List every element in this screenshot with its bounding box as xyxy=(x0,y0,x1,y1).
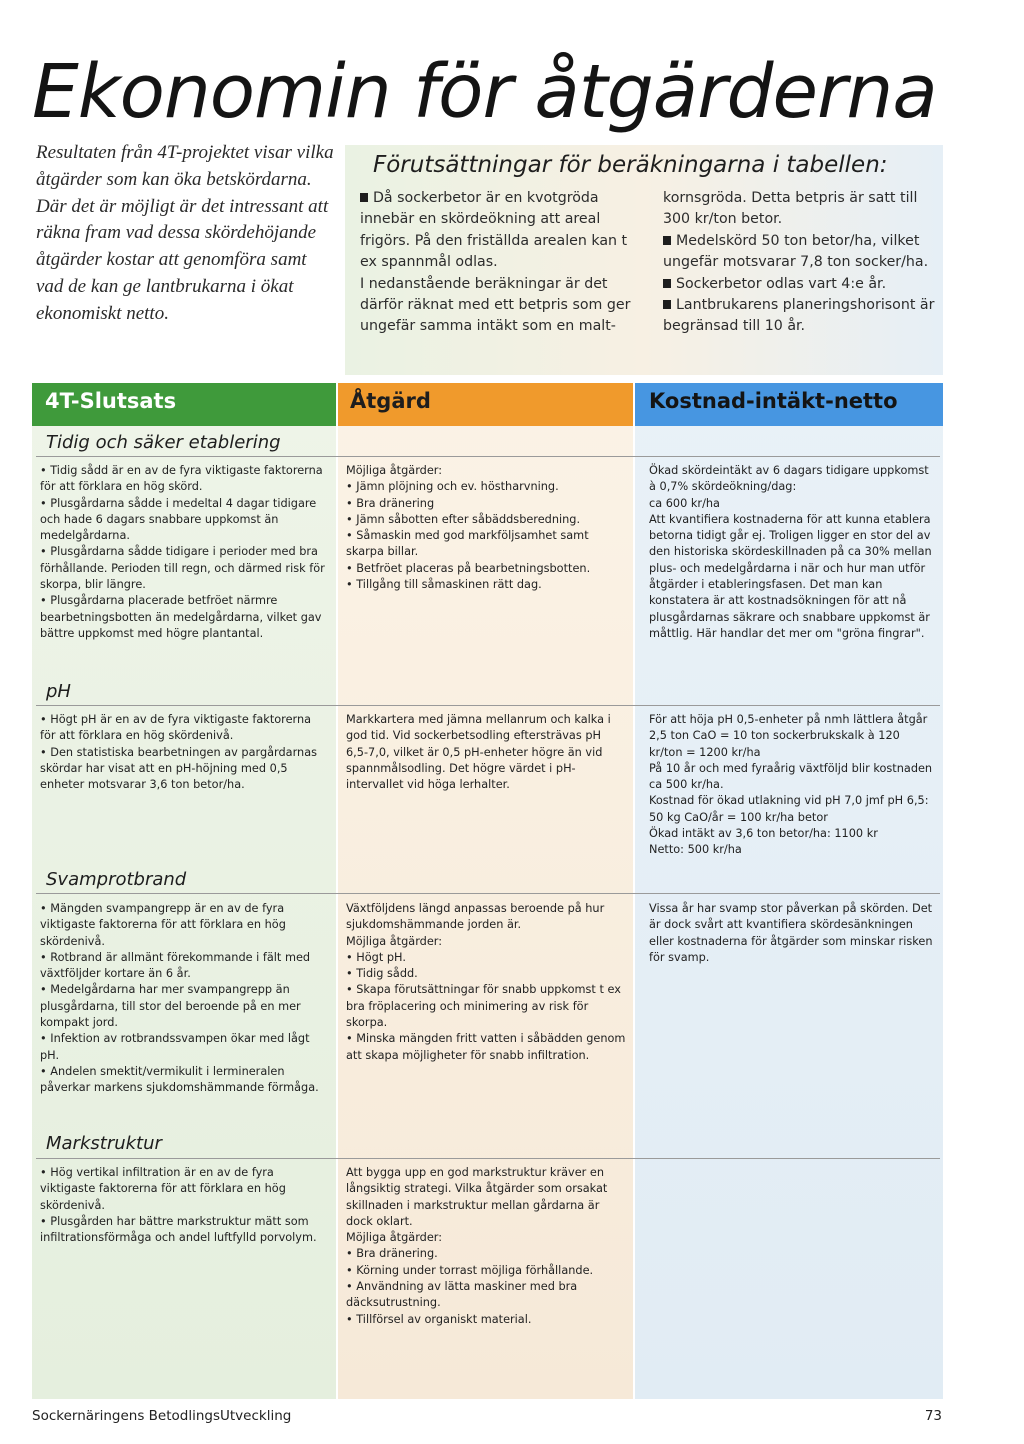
section-divider xyxy=(36,1158,940,1159)
action-item: • Tillförsel av organiskt material. xyxy=(346,1312,532,1326)
footer-publication: Sockernäringens BetodlingsUtveckling xyxy=(32,1408,292,1424)
section-title: Markstruktur xyxy=(46,1133,162,1154)
action-item: • Bra dränering xyxy=(346,496,435,510)
prerequisite-item xyxy=(663,231,935,274)
prerequisites-right-column xyxy=(663,188,935,338)
action-item: • Jämn plöjning och ev. höstharvning. xyxy=(346,480,559,494)
prerequisite-text: Lantbrukarens planeringshorisont är begränsad till 10 år. xyxy=(663,297,935,335)
economics-item: Ökad intäkt av 3,6 ton betor/ha: 1100 kr xyxy=(649,827,878,841)
conclusion-item: • Plusgårdarna placerade betfröet närmre bearbetningsbotten än medelgårdarna, vilket gav bättre uppkomst med högre plantantal. xyxy=(40,594,322,640)
prerequisite-text: I nedanstående beräkningar är det därför räknat med ett betpris som ger ungefär samma intäkt som en malt- xyxy=(360,275,631,335)
action-item: • Bra dränering. xyxy=(346,1247,438,1261)
economics-item: På 10 år och med fyraårig växtföljd blir kostnaden ca 500 kr/ha. xyxy=(649,761,933,792)
intro-text: Resultaten från 4T-projektet visar vilka åtgärder som kan öka betskördarna. Där det är möjligt är det intressant att räkna fram vad dessa skördehöjande åtgärder kostar att genomföra samt vad de kan ge lantbrukarna i ökat ekonomiskt netto. xyxy=(36,142,334,324)
conclusion-cell xyxy=(40,712,325,793)
square-bullet-icon xyxy=(663,300,671,309)
section-title: Svamprotbrand xyxy=(46,869,187,890)
prerequisites-title: Förutsättningar för beräkningarna i tabellen: xyxy=(373,152,888,178)
economics-item: För att höja pH 0,5-enheter på nmh lättlera åtgår 2,5 ton CaO = 10 ton sockerbrukskalk à 120 kr/ton = 1200 kr/ha xyxy=(649,713,928,759)
economics-item: Netto: 500 kr/ha xyxy=(649,843,742,857)
section-divider xyxy=(36,893,940,894)
action-item: Möjliga åtgärder: xyxy=(346,1231,443,1245)
column-header-economics: Kostnad-intäkt-netto xyxy=(635,383,943,426)
action-cell xyxy=(346,463,626,593)
action-item: • Skapa förutsättningar för snabb uppkomst t ex bra fröplacering och minimering av risk för skorpa. xyxy=(346,983,621,1030)
conclusion-item: • Andelen smektit/vermikulit i lermineralen påverkar markens sjukdomshämmande förmåga. xyxy=(40,1064,319,1095)
prerequisite-text: kornsgröda. Detta betpris är satt till 300 kr/ton betor. xyxy=(663,190,918,228)
conclusion-item: • Rotbrand är allmänt förekommande i fält med växtföljder kortare än 6 år. xyxy=(40,950,311,981)
action-item: • Minska mängden fritt vatten i såbädden genom att skapa möjligheter för snabb infiltration. xyxy=(346,1032,626,1062)
prerequisite-item xyxy=(663,188,935,231)
economics-item: Ökad skördeintäkt av 6 dagars tidigare uppkomst à 0,7% skördeökning/dag: xyxy=(649,464,929,494)
square-bullet-icon xyxy=(360,193,368,202)
action-item: • Körning under torrast möjliga förhållande. xyxy=(346,1263,594,1277)
action-item: • Tidig sådd. xyxy=(346,967,418,981)
conclusion-item: • Hög vertikal infiltration är en av de fyra viktigaste faktorerna för att förklara en hög skördenivå. xyxy=(40,1166,286,1212)
conclusion-item: • Plusgårdarna sådde tidigare i perioder med bra förhållande. Perioden till regn, och därmed risk för skorpa, blir längre. xyxy=(40,545,325,592)
prerequisite-item xyxy=(360,188,632,274)
prerequisite-item xyxy=(663,295,935,338)
action-item: Markkartera med jämna mellanrum och kalka i god tid. Vid sockerbetsodling eftersträvas pH 6,5-7,0, vilket är 0,5 pH-enheter högre än vid spannmålsodling. Det högre värdet i pH-intervallet vid höga lerhalter. xyxy=(346,713,611,792)
prerequisite-text: Då sockerbetor är en kvotgröda innebär en skördeökning att areal frigörs. På den friställda arealen kan t ex spannmål odlas. xyxy=(360,190,628,271)
economics-item: Kostnad för ökad utlakning vid pH 7,0 jmf pH 6,5: 50 kg CaO/år = 100 kr/ha betor xyxy=(649,794,929,824)
action-item: • Högt pH. xyxy=(346,950,406,964)
prerequisite-text: Sockerbetor odlas vart 4:e år. xyxy=(676,275,887,292)
prerequisite-item xyxy=(663,274,935,295)
action-cell xyxy=(346,712,626,793)
conclusion-item: • Infektion av rotbrandssvampen ökar med lågt pH. xyxy=(40,1032,310,1062)
conclusion-item: • Medelgårdarna har mer svampangrepp än plusgårdarna, till stor del beroende på en mer kompakt jord. xyxy=(40,983,301,1030)
square-bullet-icon xyxy=(663,236,671,245)
economics-item: Att kvantifiera kostnaderna för att kunna etablera betorna tidigt går ej. Troligen ligger en stor del av den historiska skördeskillnaden på ca 30% mellan plus- och medelgårdarna i när och hur man utför åtgärder i etableringsfasen. Det man kan konstatera är att kostnadsökningen för att nå plusgårdarnas säkrare och snabbare uppkomst är måttlig. Här handlar det mer om "gröna fingrar". xyxy=(649,512,932,640)
action-item: Att bygga upp en god markstruktur kräver en långsiktig strategi. Vilka åtgärder som orsakat skillnaden i markstruktur mellan gårdarna är dock oklart. xyxy=(346,1166,608,1228)
conclusion-cell xyxy=(40,463,325,642)
action-item: Möjliga åtgärder: xyxy=(346,464,443,477)
action-cell xyxy=(346,901,626,1064)
page-title: Ekonomin för åtgärderna xyxy=(32,49,937,135)
section-divider xyxy=(36,705,940,706)
prerequisite-item xyxy=(360,274,632,338)
economics-item: Vissa år har svamp stor påverkan på skörden. Det är dock svårt att kvantifiera skördesänkningen eller kostnaderna för åtgärder som minskar risken för svamp. xyxy=(649,902,933,964)
action-item: Växtföljdens längd anpassas beroende på hur sjukdomshämmande jorden är. xyxy=(346,902,605,932)
action-item: • Såmaskin med god markföljsamhet samt skarpa billar. xyxy=(346,529,589,559)
column-header-conclusion: 4T-Slutsats xyxy=(32,383,336,426)
page-number: 73 xyxy=(924,1408,942,1424)
prerequisites-left-column xyxy=(360,188,632,338)
action-item: • Tillgång till såmaskinen rätt dag. xyxy=(346,578,542,592)
section-divider xyxy=(36,456,940,457)
section-title: pH xyxy=(46,681,71,702)
column-header-action: Åtgärd xyxy=(338,383,633,426)
action-item: Möjliga åtgärder: xyxy=(346,934,443,948)
action-item: • Användning av lätta maskiner med bra däcksutrustning. xyxy=(346,1280,578,1310)
prerequisite-text: Medelskörd 50 ton betor/ha, vilket ungefär motsvarar 7,8 ton socker/ha. xyxy=(663,232,929,271)
action-item: • Jämn såbotten efter såbäddsberedning. xyxy=(346,512,581,526)
economics-cell xyxy=(649,463,934,642)
economics-item: ca 600 kr/ha xyxy=(649,496,720,510)
action-cell xyxy=(346,1165,626,1328)
conclusion-item: • Plusgårdarna sådde i medeltal 4 dagar tidigare och hade 6 dagars snabbare uppkomst än medelgårdarna. xyxy=(40,496,317,543)
conclusion-item: • Plusgården har bättre markstruktur mätt som infiltrationsförmåga och andel luftfylld porvolym. xyxy=(40,1214,317,1245)
conclusion-item: • Den statistiska bearbetningen av pargårdarnas skördar har visat att en pH-höjning med 0,5 enheter motsvarar 3,6 ton betor/ha. xyxy=(40,745,318,792)
economics-cell xyxy=(649,712,934,859)
conclusion-cell xyxy=(40,1165,325,1246)
conclusion-item: • Högt pH är en av de fyra viktigaste faktorerna för att förklara en hög skördenivå. xyxy=(40,713,312,743)
economics-cell xyxy=(649,901,934,966)
square-bullet-icon xyxy=(663,279,671,288)
conclusion-item: • Tidig sådd är en av de fyra viktigaste faktorerna för att förklara en hög skörd. xyxy=(40,464,323,494)
conclusion-cell xyxy=(40,901,325,1097)
section-title: Tidig och säker etablering xyxy=(46,432,281,453)
conclusion-item: • Mängden svampangrepp är en av de fyra viktigaste faktorerna för att förklara en hög skördenivå. xyxy=(40,902,286,948)
action-item: • Betfröet placeras på bearbetningsbotten. xyxy=(346,561,591,575)
